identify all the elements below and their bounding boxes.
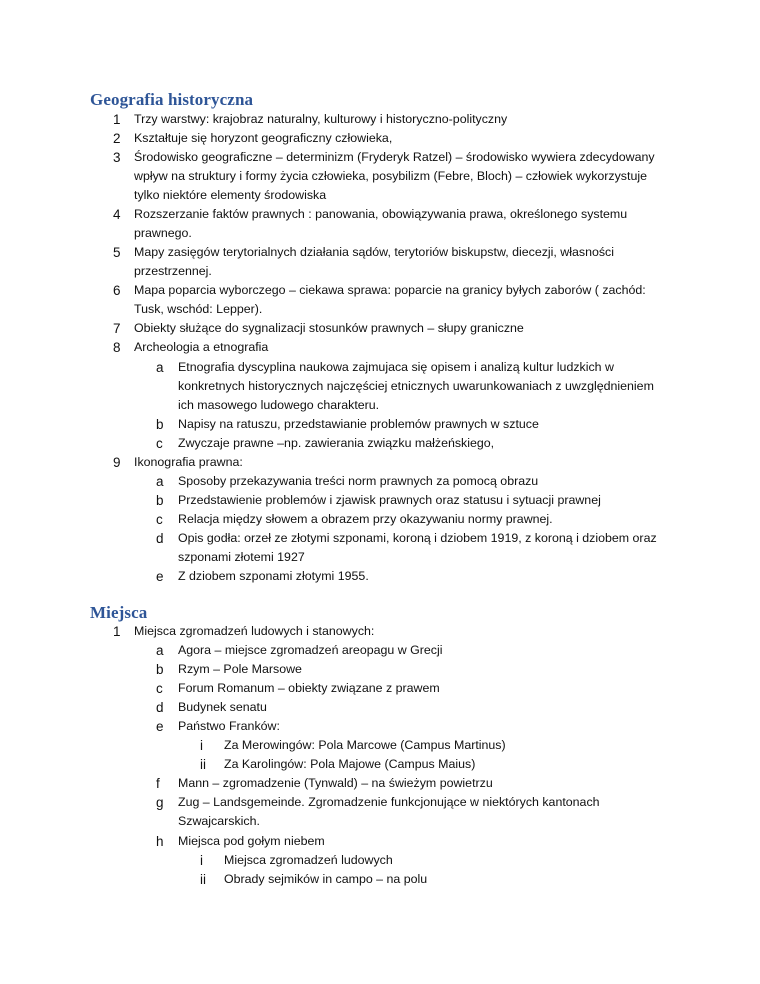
list-item-text: wpływ na struktury i formy życia człowieka, posybilizm (Febre, Bloch) – człowiek wykorzystuje (134, 169, 647, 183)
list-marker: i (200, 853, 203, 868)
list-marker: c (156, 512, 163, 527)
list-item-text: Budynek senatu (178, 700, 267, 714)
list-item-text: Rzym – Pole Marsowe (178, 662, 302, 676)
list-marker: a (156, 643, 164, 658)
list-marker: d (156, 700, 164, 715)
list-marker: 1 (113, 624, 121, 639)
list-item-text: Miejsca zgromadzeń ludowych i stanowych: (134, 624, 375, 638)
list-item-text: Forum Romanum – obiekty związane z prawem (178, 681, 440, 695)
list-item-text: Mann – zgromadzenie (Tynwald) – na świeżym powietrzu (178, 776, 493, 790)
list-marker: 2 (113, 131, 121, 146)
list-item-text: Zwyczaje prawne –np. zawierania związku małżeńskiego, (178, 436, 495, 450)
list-item-text: Rozszerzanie faktów prawnych : panowania, obowiązywania prawa, określonego systemu (134, 207, 628, 221)
list-item-text: Miejsca pod gołym niebem (178, 834, 325, 848)
list-marker: 1 (113, 112, 121, 127)
list-item-text: Opis godła: orzeł ze złotymi szponami, koroną i dziobem 1919, z koroną i dziobem oraz (178, 531, 657, 545)
list-item-text: Mapa poparcia wyborczego – ciekawa sprawa: poparcie na granicy byłych zaborów ( zachód: (134, 283, 646, 297)
list-marker: f (156, 776, 160, 791)
list-marker: 9 (113, 455, 121, 470)
list-item-text: Sposoby przekazywania treści norm prawnych za pomocą obrazu (178, 474, 539, 488)
list-marker: a (156, 360, 164, 375)
list-marker: b (156, 493, 164, 508)
list-item-text: Szwajcarskich. (178, 814, 260, 828)
list-marker: a (156, 474, 164, 489)
list-item-text: Etnografia dyscyplina naukowa zajmujaca się opisem i analizą kultur ludzkich w (178, 360, 614, 374)
list-marker: 6 (113, 283, 121, 298)
list-item-text: Środowisko geograficzne – determinizm (Fryderyk Ratzel) – środowisko wywiera zdecydowany (134, 150, 655, 164)
list-item-text: Napisy na ratuszu, przedstawianie problemów prawnych w sztuce (178, 417, 539, 431)
list-marker: c (156, 436, 163, 451)
list-item-text: przestrzennej. (134, 264, 212, 278)
list-item-text: Państwo Franków: (178, 719, 280, 733)
list-marker: h (156, 834, 164, 849)
list-marker: g (156, 795, 164, 810)
list-item-text: szponami złotemi 1927 (178, 550, 305, 564)
list-item-text: Mapy zasięgów terytorialnych działania sądów, terytoriów biskupstw, diecezji, własności (134, 245, 615, 259)
list-marker: b (156, 662, 164, 677)
list-marker: 3 (113, 150, 121, 165)
list-item-text: Przedstawienie problemów i zjawisk prawnych oraz statusu i sytuacji prawnej (178, 493, 601, 507)
list-item-text: Tusk, wschód: Lepper). (134, 302, 263, 316)
list-marker: c (156, 681, 163, 696)
list-marker: d (156, 531, 164, 546)
list-marker: 8 (113, 340, 121, 355)
list-item-text: tylko niektóre elementy środowiska (134, 188, 327, 202)
list-item-text: Ikonografia prawna: (134, 455, 243, 469)
list-item-text: Relacja między słowem a obrazem przy okazywaniu normy prawnej. (178, 512, 553, 526)
section-title-miejsca: Miejsca (90, 603, 148, 622)
list-item-text: ich masowego ludowego charakteru. (178, 398, 380, 412)
section-title-geografia: Geografia historyczna (90, 90, 254, 109)
list-item-text: Kształtuje się horyzont geograficzny człowieka, (134, 131, 393, 145)
list-item-text: Miejsca zgromadzeń ludowych (224, 853, 393, 867)
list-item-text: Zug – Landsgemeinde. Zgromadzenie funkcjonujące w niektórych kantonach (178, 795, 600, 809)
list-item-text: Za Karolingów: Pola Majowe (Campus Maius) (224, 757, 476, 771)
list-item-text: Agora – miejsce zgromadzeń areopagu w Grecji (178, 643, 443, 657)
list-marker: ii (200, 757, 206, 772)
list-marker: 4 (113, 207, 121, 222)
list-marker: e (156, 569, 164, 584)
list-item-text: prawnego. (134, 226, 192, 240)
list-item-text: Archeologia a etnografia (134, 340, 269, 354)
list-item-text: Obiekty służące do sygnalizacji stosunków prawnych – słupy graniczne (134, 321, 524, 335)
list-item-text: Obrady sejmików in campo – na polu (224, 872, 428, 886)
list-marker: b (156, 417, 164, 432)
list-item-text: Z dziobem szponami złotymi 1955. (178, 569, 369, 583)
list-marker: e (156, 719, 164, 734)
list-marker: 5 (113, 245, 121, 260)
list-item-text: Za Merowingów: Pola Marcowe (Campus Martinus) (224, 738, 506, 752)
list-marker: i (200, 738, 203, 753)
list-marker: ii (200, 872, 206, 887)
list-item-text: konkretnych historycznych najczęściej etnicznych uwarunkowaniach z uwzględnieniem (178, 379, 654, 393)
list-item-text: Trzy warstwy: krajobraz naturalny, kulturowy i historyczno-polityczny (134, 112, 508, 126)
list-marker: 7 (113, 321, 121, 336)
